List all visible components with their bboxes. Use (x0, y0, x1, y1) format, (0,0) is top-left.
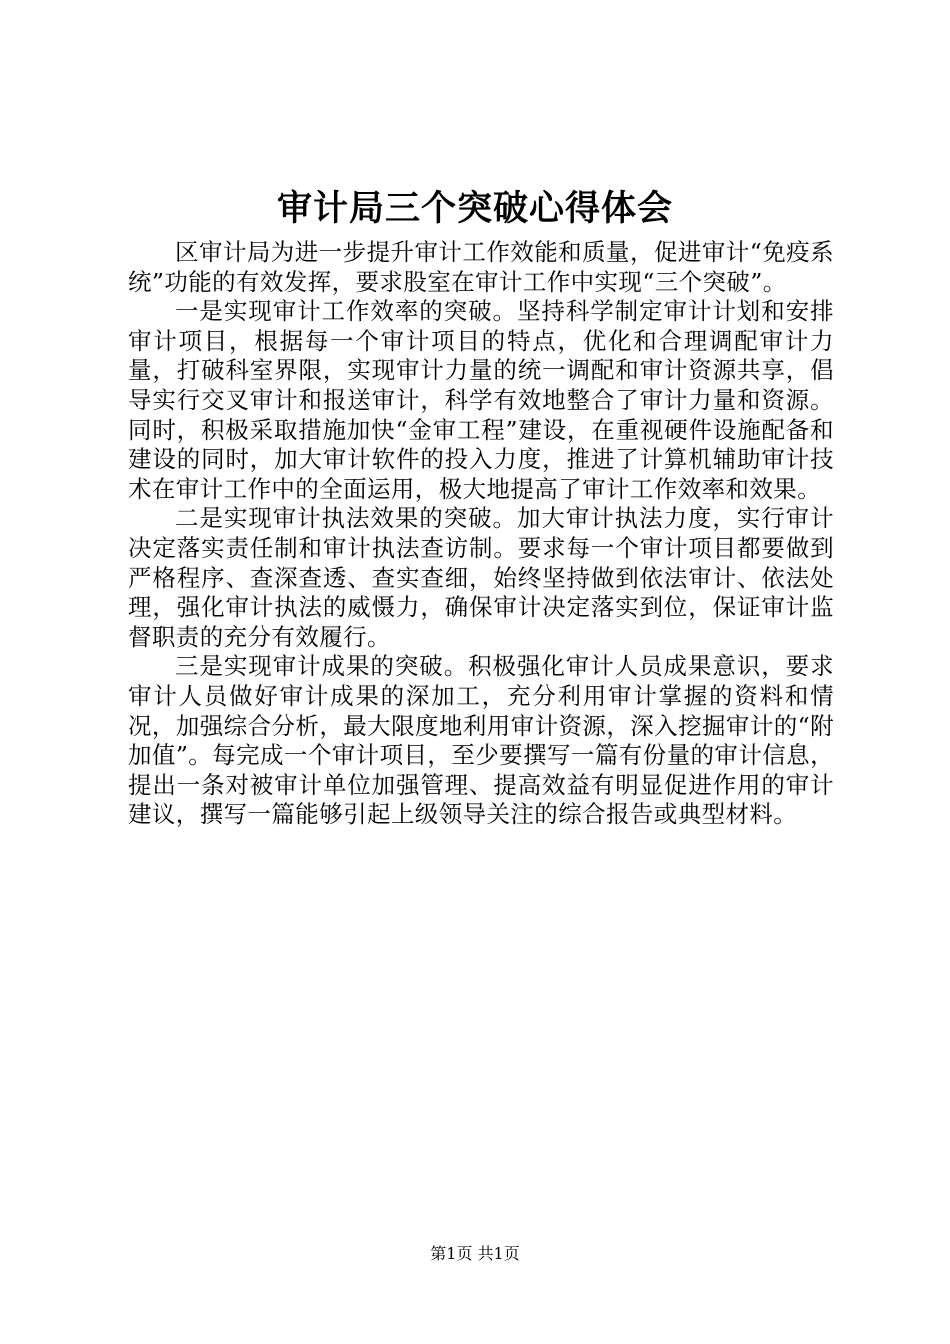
paragraph-enforcement: 二是实现审计执法效果的突破。加大审计执法力度，实行审计决定落实责任制和审计执法查访制。要求每一个审计项目都要做到严格程序、查深查透、查实查细，始终坚持做到依法审计、依法处理，强化审计执法的威慑力，确保审计决定落实到位，保证审计监督职责的充分有效履行。 (128, 504, 834, 651)
page-total: 共1页 (477, 1244, 520, 1263)
paragraph-intro: 区审计局为进一步提升审计工作效能和质量，促进审计“免疫系统”功能的有效发挥，要求股室在审计工作中实现“三个突破”。 (128, 238, 834, 296)
document-body (128, 238, 834, 830)
paragraph-results: 三是实现审计成果的突破。积极强化审计人员成果意识，要求审计人员做好审计成果的深加工，充分利用审计掌握的资料和情况，加强综合分析，最大限度地利用审计资源，深入挖掘审计的“附加值”。每完成一个审计项目，至少要撰写一篇有份量的审计信息，提出一条对被审计单位加强管理、提高效益有明显促进作用的审计建议，撰写一篇能够引起上级领导关注的综合报告或典型材料。 (128, 652, 834, 829)
page-footer (0, 1242, 950, 1266)
document-title: 审计局三个突破心得体会 (276, 188, 673, 229)
page-number: 第1页 (430, 1244, 473, 1263)
paragraph-efficiency: 一是实现审计工作效率的突破。坚持科学制定审计计划和安排审计项目，根据每一个审计项目的特点，优化和合理调配审计力量，打破科室界限，实现审计力量的统一调配和审计资源共享，倡导实行交叉审计和报送审计，科学有效地整合了审计力量和资源。同时，积极采取措施加快“金审工程”建设，在重视硬件设施配备和建设的同时，加大审计软件的投入力度，推进了计算机辅助审计技术在审计工作中的全面运用，极大地提高了审计工作效率和效果。 (128, 297, 834, 503)
